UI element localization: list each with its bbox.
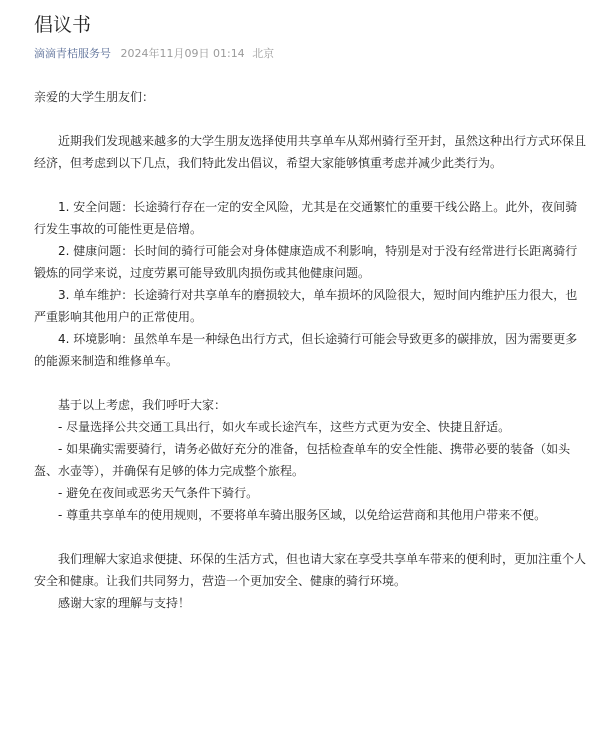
conclusion-paragraph: 我们理解大家追求便捷、环保的生活方式，但也请大家在享受共享单车带来的便利时，更加注重个人安全和健康。让我们共同努力，营造一个更加安全、健康的骑行环境。 — [34, 552, 587, 588]
point-item: 1. 安全问题：长途骑行存在一定的安全风险，尤其是在交通繁忙的重要干线公路上。此外，夜间骑行发生事故的可能性更是倍增。 — [34, 200, 578, 236]
closing-line: 感谢大家的理解与支持！ — [58, 596, 191, 610]
article-body — [34, 86, 587, 614]
article-title: 倡议书 — [34, 14, 92, 36]
call-item: - 尽量选择公共交通工具出行，如火车或长途汽车，这些方式更为安全、快捷且舒适。 — [58, 420, 511, 434]
intro-paragraph: 近期我们发现越来越多的大学生朋友选择使用共享单车从郑州骑行至开封，虽然这种出行方式环保且经济，但考虑到以下几点，我们特此发出倡议，希望大家能够慎重考虑并减少此类行为。 — [34, 134, 587, 170]
point-item: 2. 健康问题：长时间的骑行可能会对身体健康造成不利影响，特别是对于没有经常进行长距离骑行锻炼的同学来说，过度劳累可能导致肌肉损伤或其他健康问题。 — [34, 244, 578, 280]
publish-location: 北京 — [252, 47, 275, 60]
point-item: 4. 环境影响：虽然单车是一种绿色出行方式，但长途骑行可能会导致更多的碳排放，因为需要更多的能源来制造和维修单车。 — [34, 332, 578, 368]
publish-date: 2024年11月09日 01:14 — [120, 47, 245, 60]
call-item: - 尊重共享单车的使用规则，不要将单车骑出服务区域，以免给运营商和其他用户带来不便。 — [58, 508, 547, 522]
call-item: - 避免在夜间或恶劣天气条件下骑行。 — [58, 486, 259, 500]
call-item: - 如果确实需要骑行，请务必做好充分的准备，包括检查单车的安全性能、携带必要的装备（如头盔、水壶等），并确保有足够的体力完成整个旅程。 — [34, 442, 571, 478]
article-meta — [34, 46, 587, 62]
greeting: 亲爱的大学生朋友们： — [34, 90, 155, 104]
account-name-link[interactable]: 滴滴青桔服务号 — [34, 47, 111, 60]
point-item: 3. 单车维护：长途骑行对共享单车的磨损较大，单车损坏的风险很大，短时间内维护压力很大，也严重影响其他用户的正常使用。 — [34, 288, 578, 324]
call-intro: 基于以上考虑，我们呼吁大家： — [58, 398, 227, 412]
